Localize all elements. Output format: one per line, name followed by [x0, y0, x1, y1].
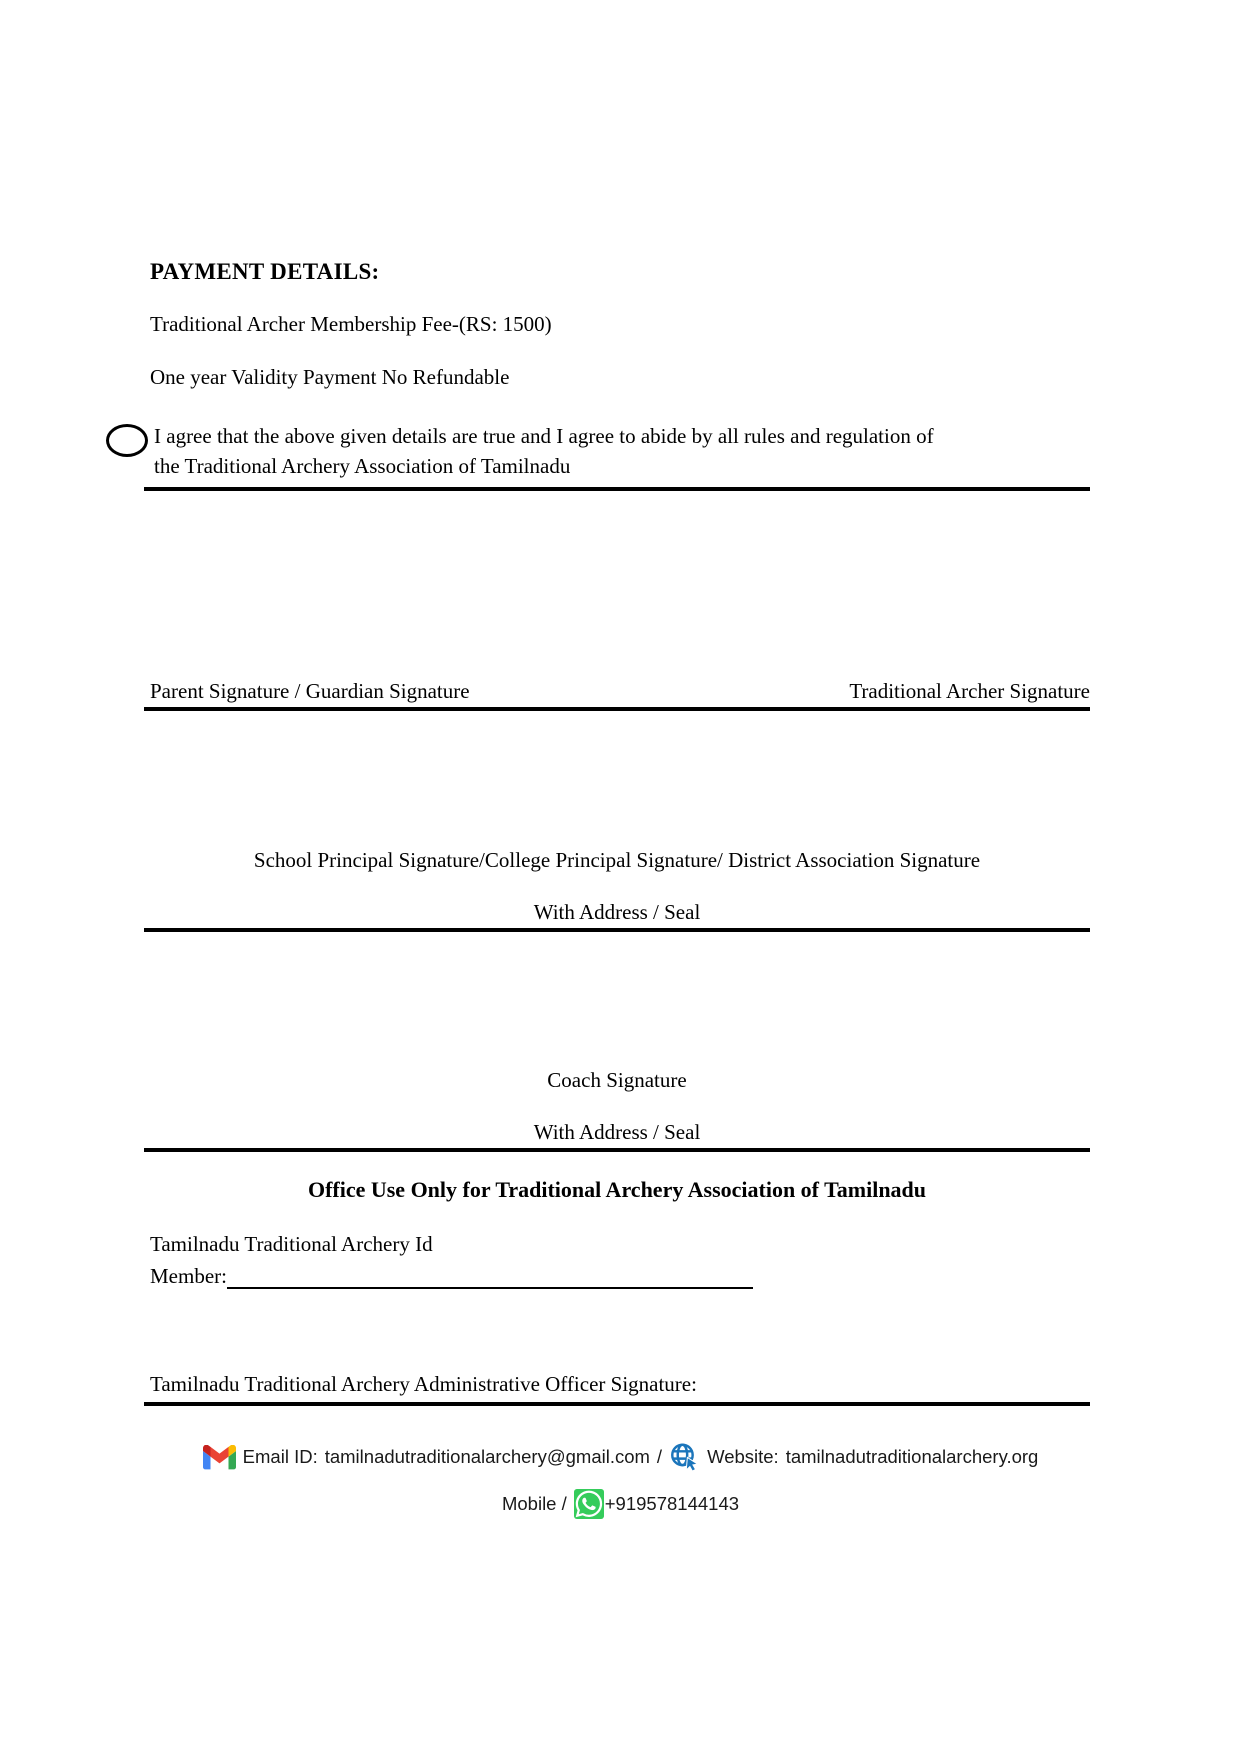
agreement-text: [154, 421, 934, 481]
archery-id-line: Tamilnadu Traditional Archery Id: [150, 1232, 433, 1256]
signature-row: [150, 678, 1090, 704]
validity-line: One year Validity Payment No Refundable: [150, 365, 510, 389]
coach-signature-label: Coach Signature: [547, 1068, 687, 1092]
footer-mobile-line: [144, 1489, 1097, 1519]
payment-details-heading: PAYMENT DETAILS:: [150, 259, 380, 284]
globe-cursor-icon: [669, 1442, 700, 1472]
administrative-officer-signature-label: Tamilnadu Traditional Archery Administrative Officer Signature:: [150, 1372, 697, 1396]
with-address-seal-label-2: With Address / Seal: [533, 1120, 701, 1144]
agreement-text-line2: the Traditional Archery Association of Tamilnadu: [154, 454, 571, 478]
divider-agreement: [144, 487, 1090, 491]
parent-guardian-signature-label: Parent Signature / Guardian Signature: [150, 679, 470, 703]
office-use-heading: Office Use Only for Traditional Archery Association of Tamilnadu: [307, 1177, 927, 1202]
divider-parent-signature: [144, 707, 1090, 711]
member-id-blank-line: [227, 1264, 753, 1289]
email-label: Email ID:: [242, 1446, 318, 1467]
membership-fee-line: Traditional Archer Membership Fee-(RS: 1500): [150, 312, 552, 336]
agreement-row: [106, 421, 1092, 481]
whatsapp-icon: [574, 1489, 604, 1519]
with-address-seal-label-1: With Address / Seal: [533, 900, 701, 924]
member-id-row: [150, 1263, 753, 1289]
mobile-label: Mobile /: [501, 1493, 567, 1514]
traditional-archer-signature-label: Traditional Archer Signature: [849, 679, 1090, 703]
website-url: tamilnadutraditionalarchery.org: [785, 1446, 1039, 1467]
email-address: tamilnadutraditionalarchery@gmail.com: [324, 1446, 650, 1467]
divider-principal-signature: [144, 928, 1090, 932]
member-label: Member:: [150, 1264, 227, 1288]
phone-number: +919578144143: [604, 1493, 740, 1514]
agree-checkbox-circle[interactable]: [106, 424, 148, 457]
agreement-text-line1: I agree that the above given details are true and I agree to abide by all rules and regulation of: [154, 424, 934, 448]
divider-coach-signature: [144, 1148, 1090, 1152]
divider-officer-signature: [144, 1402, 1090, 1406]
footer-separator: /: [656, 1446, 663, 1467]
footer-contact-line: [144, 1442, 1097, 1472]
phone-group: [574, 1489, 739, 1519]
website-label: Website:: [707, 1446, 779, 1467]
gmail-icon: [203, 1445, 236, 1470]
principal-district-signature-label: School Principal Signature/College Principal Signature/ District Association Signature: [253, 848, 981, 872]
